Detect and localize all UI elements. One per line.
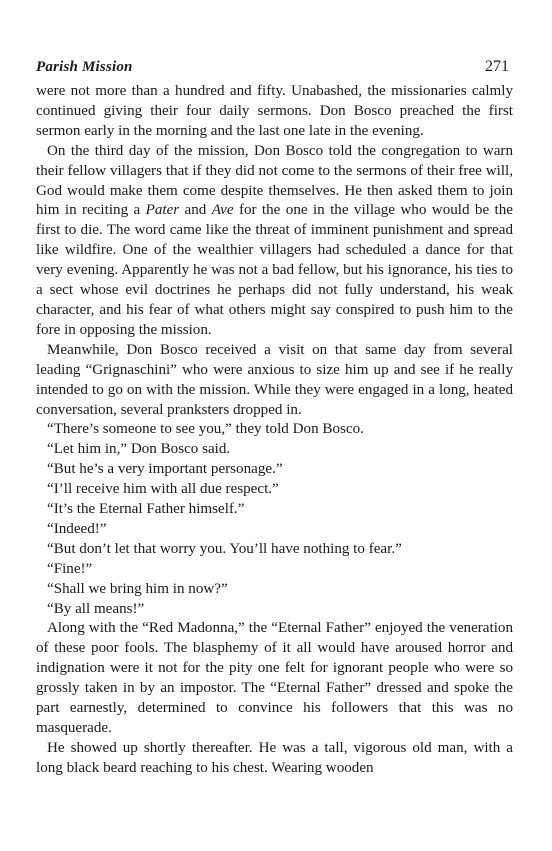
latin-term: Pater xyxy=(145,202,180,219)
dialogue-line: “It’s the Eternal Father himself.” xyxy=(47,501,245,518)
running-head xyxy=(36,58,513,82)
paragraph: Along with the “Red Madonna,” the “Eternal Father” enjoyed the veneration of these poor fools. The blasphemy of it all would have aroused horror and indignation were it not for the pity one felt for ignorant people who were so grossly taken in by an impostor. The “Eternal Father” dressed and spoke the part earnestly, determined to convince his followers that this was no masquerade. xyxy=(36,620,513,736)
paragraph-text: and xyxy=(179,202,212,219)
book-page xyxy=(36,58,513,779)
dialogue-line: “There’s someone to see you,” they told Don Bosco. xyxy=(47,421,364,438)
dialogue-line: “Let him in,” Don Bosco said. xyxy=(47,441,231,458)
paragraph-text: for the one in the village who would be the first to die. The word came like the threat of imminent punishment and spread like wildfire. One of the wealthier villagers had scheduled a dance for that very evening. Apparently he was not a bad fellow, but his ignorance, his ties to a sect whose evil doctrines he perhaps did not fully understand, his weak character, and his fear of what others might say conspired to push him to the fore in opposing the mission. xyxy=(36,202,514,338)
page-number: 271 xyxy=(485,58,509,75)
paragraph: He showed up shortly thereafter. He was a tall, vigorous old man, with a long black beard reaching to his chest. Wearing wooden xyxy=(36,739,513,776)
dialogue-line: “Shall we bring him in now?” xyxy=(47,580,228,597)
dialogue-line: “I’ll receive him with all due respect.” xyxy=(47,481,279,498)
dialogue-line: “Fine!” xyxy=(47,560,93,577)
paragraph xyxy=(36,142,513,341)
paragraph-text: On the third day of the mission, Don Bosco told the congregation to warn their fellow villagers that if they did not come to the sermons of their free will, God would make them come despite themselves. He then asked them to join him in reciting a xyxy=(36,142,513,219)
dialogue-line: “By all means!” xyxy=(47,600,145,617)
running-title: Parish Mission xyxy=(36,59,133,75)
paragraph: were not more than a hundred and fifty. Unabashed, the missionaries calmly continued giving their four daily sermons. Don Bosco preached the first sermon early in the morning and the last one late in the evening. xyxy=(36,83,513,139)
latin-term: Ave xyxy=(211,202,234,219)
body-text xyxy=(36,82,513,779)
dialogue-line: “But don’t let that worry you. You’ll have nothing to fear.” xyxy=(47,540,402,557)
dialogue-line: “Indeed!” xyxy=(47,520,107,537)
paragraph: Meanwhile, Don Bosco received a visit on that same day from several leading “Grignaschini” who were anxious to size him up and see if he really intended to go on with the mission. While they were engaged in a long, heated conversation, several pranksters dropped in. xyxy=(36,341,513,418)
dialogue-line: “But he’s a very important personage.” xyxy=(47,461,283,478)
